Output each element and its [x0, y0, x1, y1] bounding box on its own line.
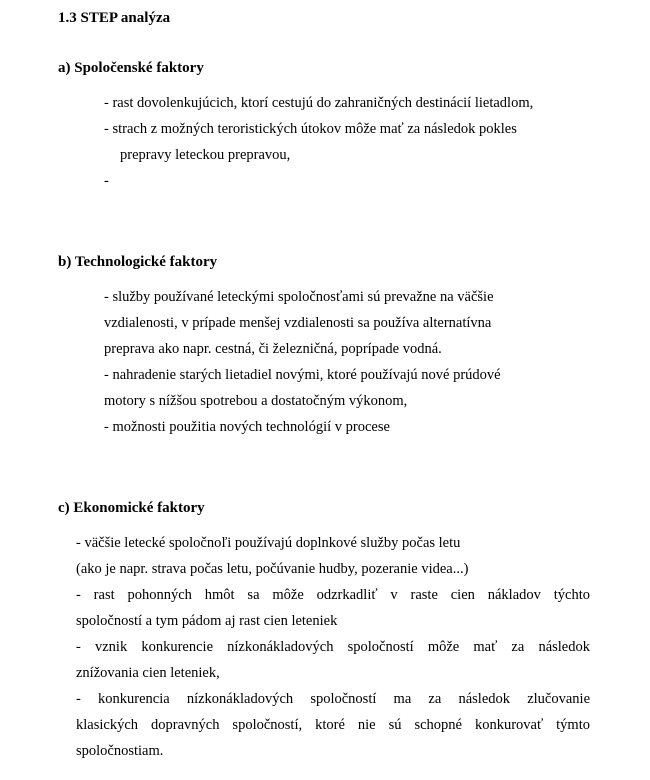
list-item: -	[104, 173, 109, 189]
spacer	[58, 440, 592, 498]
page-title: 1.3 STEP analýza	[58, 10, 171, 26]
list-item: - rast dovolenkujúcich, ktorí cestujú do zahraničných destinácií lietadlom,	[104, 95, 534, 111]
list-item: - konkurencia nízkonákladových spoločností ma za následok zlučovanie	[76, 691, 590, 707]
list-item-continuation: vzdialenosti, v prípade menšej vzdialenosti sa používa alternatívna	[104, 315, 492, 331]
spacer	[58, 272, 592, 284]
list-item-continuation: prepravy leteckou prepravou,	[120, 147, 291, 163]
list-item: - nahradenie starých lietadiel novými, ktoré používajú nové prúdové	[104, 367, 501, 383]
list-item-continuation: klasických dopravných spoločností, ktoré nie sú schopné konkurovať týmto	[76, 717, 590, 733]
list-item: - vznik konkurencie nízkonákladových spoločností môže mať za následok	[76, 639, 590, 655]
list-item-continuation: preprava ako napr. cestná, či železničná, poprípade vodná.	[104, 341, 442, 357]
list-item-continuation: znížovania cien leteniek,	[76, 665, 220, 681]
list-item-continuation: (ako je napr. strava počas letu, počúvanie hudby, pozeranie videa...)	[76, 561, 469, 577]
list-item-continuation: motory s nížšou spotrebou a dostatočným výkonom,	[104, 393, 408, 409]
spacer	[58, 28, 592, 58]
list-item: - väčšie letecké spoločnoľi používajú doplnkové služby počas letu	[76, 535, 461, 551]
spacer	[58, 194, 592, 252]
section-body-b	[58, 284, 592, 440]
spacer	[58, 518, 592, 530]
list-item-continuation: spoločnostiam.	[76, 743, 164, 759]
section-heading-b: b) Technologické faktory	[58, 254, 218, 270]
list-item: - strach z možných teroristických útokov môže mať za následok pokles	[104, 121, 517, 137]
list-item: - služby používané leteckými spoločnosťami sú prevažne na väčšie	[104, 289, 494, 305]
spacer	[58, 78, 592, 90]
section-heading-a: a) Spoločenské faktory	[58, 60, 204, 76]
list-item: - rast pohonných hmôt sa môže odzrkadliť v raste cien nákladov týchto	[76, 587, 590, 603]
section-heading-c: c) Ekonomické faktory	[58, 500, 205, 516]
section-body-c	[58, 530, 592, 764]
list-item-continuation: spoločností a tym pádom aj rast cien leteniek	[76, 613, 338, 629]
section-body-a	[58, 90, 592, 194]
list-item: - možnosti použitia nových technológií v procese	[104, 419, 390, 435]
